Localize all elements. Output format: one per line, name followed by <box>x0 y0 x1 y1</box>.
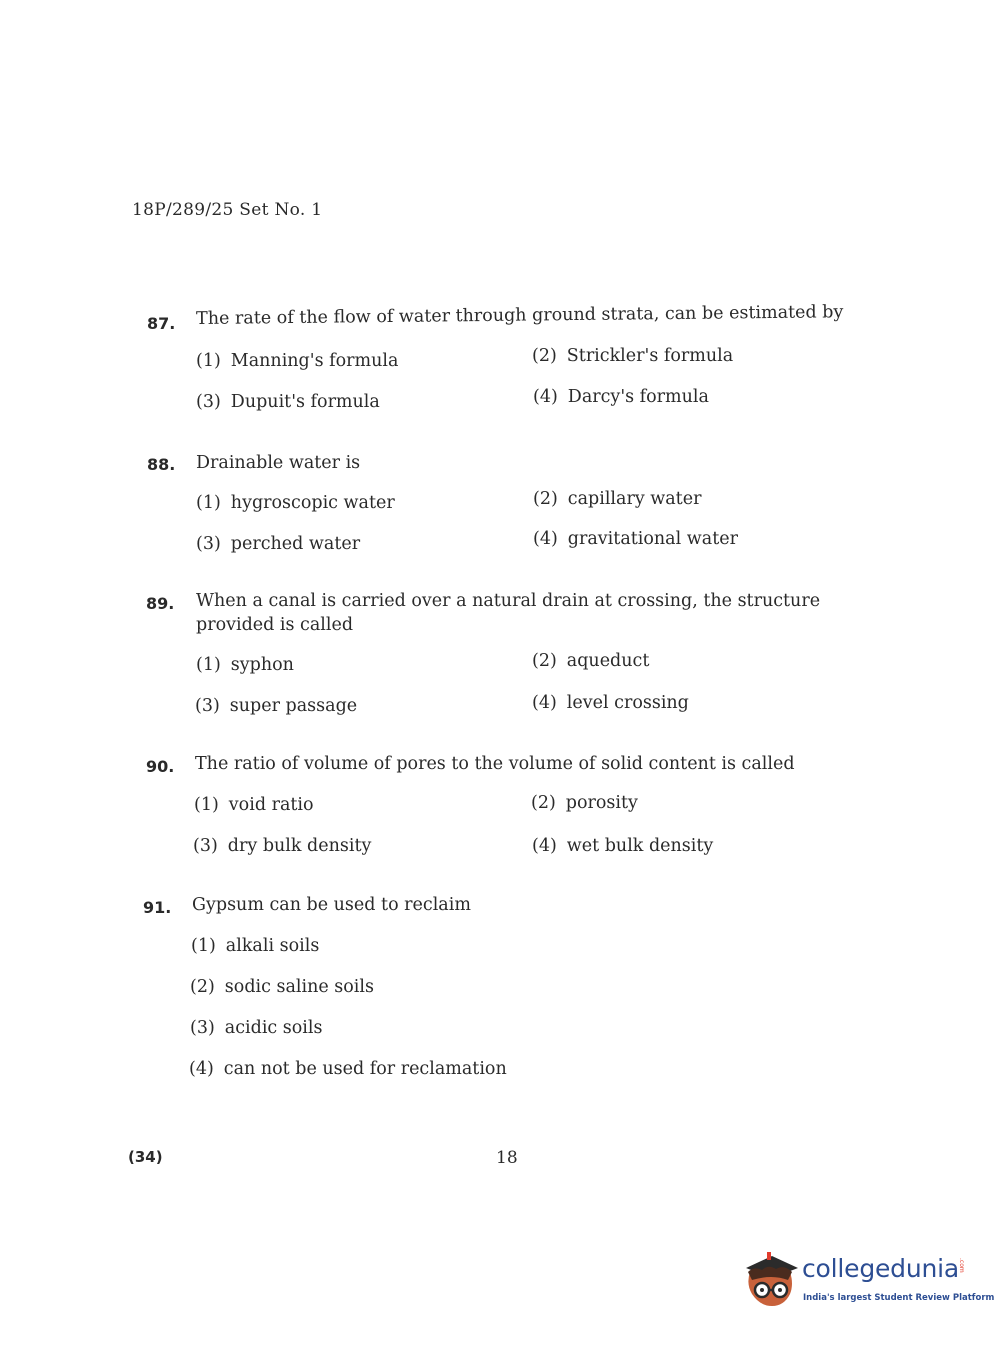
logo-domain: .com <box>958 1258 965 1273</box>
booklet-code: (34) <box>128 1148 163 1166</box>
option <box>193 836 371 856</box>
option-number: (4) <box>533 529 558 549</box>
logo-wordmark: collegedunia <box>802 1254 959 1283</box>
question-number: 88. <box>147 455 176 474</box>
question-number: 89. <box>146 594 175 613</box>
option-number: (3) <box>196 534 221 554</box>
question-text: Gypsum can be used to reclaim <box>192 895 471 915</box>
option-number: (2) <box>532 346 557 366</box>
option <box>190 1018 322 1038</box>
option <box>533 489 701 509</box>
mascot-icon <box>742 1250 798 1310</box>
option-text: gravitational water <box>567 529 738 549</box>
option <box>533 529 738 549</box>
option <box>196 534 360 554</box>
page-number: 18 <box>496 1148 518 1168</box>
option <box>194 795 314 815</box>
question-text: Drainable water is <box>196 453 361 473</box>
option-number: (4) <box>189 1059 214 1079</box>
option-text: wet bulk density <box>566 836 714 856</box>
option <box>196 392 380 412</box>
option-number: (3) <box>195 696 220 716</box>
option-text: can not be used for reclamation <box>223 1059 507 1079</box>
option-text: level crossing <box>566 693 689 713</box>
option <box>196 655 294 675</box>
option-text: Dupuit's formula <box>230 392 380 412</box>
option-number: (2) <box>533 489 558 509</box>
option-text: super passage <box>229 696 358 716</box>
logo-tagline: India's largest Student Review Platform <box>803 1293 995 1303</box>
option-text: syphon <box>230 655 294 675</box>
option-text: Manning's formula <box>230 351 399 371</box>
question-text: The rate of the flow of water through ground strata, can be estimated by <box>196 302 844 329</box>
option <box>533 387 709 407</box>
question-number: 90. <box>146 757 175 776</box>
option-text: capillary water <box>567 489 702 509</box>
option-text: acidic soils <box>224 1018 323 1038</box>
option-number: (2) <box>532 651 557 671</box>
option-text: hygroscopic water <box>230 493 395 513</box>
question-number: 91. <box>143 898 172 917</box>
option-number: (2) <box>190 977 215 997</box>
option <box>195 696 357 716</box>
paper-code: 18P/289/25 Set No. 1 <box>132 200 323 220</box>
option-text: aqueduct <box>566 651 650 671</box>
option <box>189 1059 507 1079</box>
option-text: perched water <box>230 534 361 554</box>
option-text: Darcy's formula <box>567 387 709 407</box>
option <box>191 936 319 956</box>
question-text: The ratio of volume of pores to the volume of solid content is called <box>195 754 795 774</box>
option-number: (3) <box>196 392 221 412</box>
option <box>196 351 398 371</box>
option-number: (1) <box>194 795 219 815</box>
option-text: dry bulk density <box>227 836 372 856</box>
option <box>532 836 713 856</box>
option-text: porosity <box>565 793 638 813</box>
option-number: (1) <box>196 655 221 675</box>
option <box>531 793 638 813</box>
collegedunia-logo <box>742 1248 995 1318</box>
option-text: sodic saline soils <box>224 977 374 997</box>
question-text: When a canal is carried over a natural drain at crossing, the structure provided is called <box>196 591 821 635</box>
option-text: Strickler's formula <box>566 346 734 366</box>
question-number: 87. <box>147 314 176 333</box>
option-text: void ratio <box>228 795 314 815</box>
option <box>532 693 689 713</box>
option-number: (1) <box>191 936 216 956</box>
option-number: (4) <box>532 836 557 856</box>
option <box>532 346 733 366</box>
option-number: (4) <box>532 693 557 713</box>
option-number: (1) <box>196 493 221 513</box>
option-number: (3) <box>193 836 218 856</box>
option <box>196 493 395 513</box>
option-number: (4) <box>533 387 558 407</box>
option-number: (2) <box>531 793 556 813</box>
option-text: alkali soils <box>225 936 320 956</box>
option-number: (3) <box>190 1018 215 1038</box>
option <box>532 651 649 671</box>
option <box>190 977 374 997</box>
option-number: (1) <box>196 351 221 371</box>
